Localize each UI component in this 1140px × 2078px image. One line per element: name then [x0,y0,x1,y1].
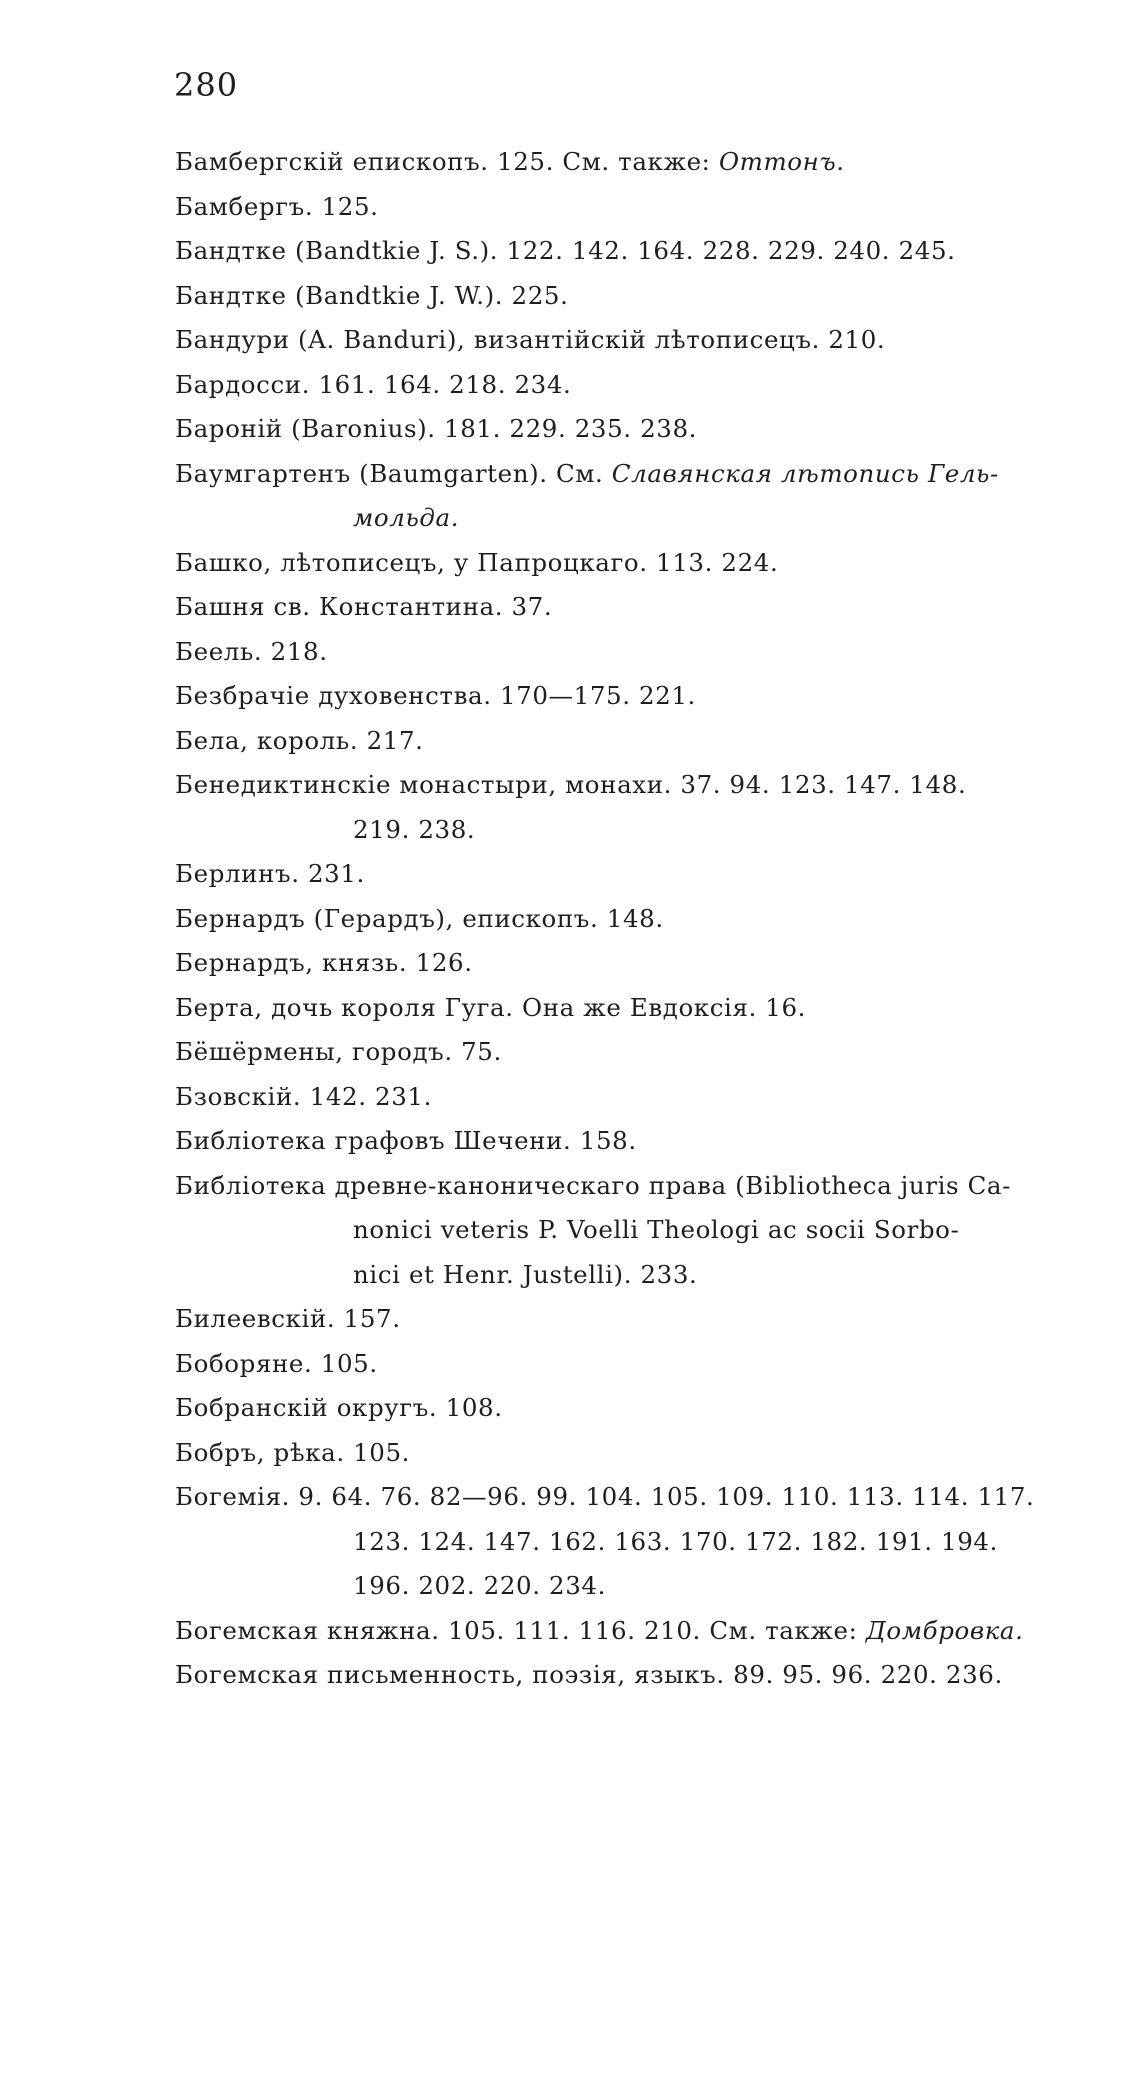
index-entry [175,585,1090,630]
index-entry [175,897,1090,942]
entry-text: Бамбергскій епископъ. 125. См. также: [175,147,719,176]
entry-continuation-line [175,1253,1090,1298]
index-entry [175,229,1090,274]
page-number: 280 [174,66,239,104]
index-entry [175,941,1090,986]
entry-text: Бароній (Baronius). 181. 229. 235. 238. [175,414,698,443]
continuation-text: nonici veteris P. Voelli Theologi ac socii Sorbo- [353,1215,960,1244]
entry-text: Библіотека древне-каноническаго права (Bibliotheca juris Ca- [175,1170,1011,1200]
index-list [175,140,1090,1698]
index-entry [175,185,1090,230]
index-entry [175,1342,1090,1387]
entry-text: Башня св. Константина. 37. [175,592,553,621]
entry-text: Баумгартенъ (Baumgarten). См. [175,458,612,488]
continuation-text: 196. 202. 220. 234. [353,1571,606,1600]
entry-text: Богемія. 9. 64. 76. 82—96. 99. 104. 105. 109. 110. 113. 114. 117. [175,1482,1035,1511]
entry-text: Боборяне. 105. [175,1348,378,1378]
entry-text: Берта, дочь короля Гуга. Она же Евдоксія. 16. [175,992,807,1022]
index-entry [175,140,1090,185]
entry-text: Бандтке (Bandtkie J. W.). 225. [175,280,569,310]
entry-cross-reference: Домбровка. [865,1615,1024,1645]
entry-continuation-line [175,496,1090,541]
entry-text: Богемская княжна. 105. 111. 116. 210. См. также: [175,1615,866,1645]
index-entry [175,630,1090,675]
entry-text: Беель. 218. [175,636,328,666]
continuation-cross-reference: мольда. [353,503,460,532]
index-entry [175,1386,1090,1431]
index-entry [175,1075,1090,1120]
index-entry [175,1119,1090,1164]
index-entry [175,1653,1090,1698]
continuation-text: 219. 238. [353,814,476,844]
entry-continuation-line [175,1520,1090,1565]
index-entry [175,1431,1090,1476]
index-entry [175,1475,1090,1609]
entry-text: Богемская письменность, поэзія, языкъ. 89. 95. 96. 220. 236. [175,1660,1003,1689]
continuation-text: nici et Henr. Justelli). 233. [353,1259,698,1289]
entry-text: Безбрачіе духовенства. 170—175. 221. [175,681,696,710]
index-entry [175,674,1090,719]
entry-text: Бардосси. 161. 164. 218. 234. [175,369,572,399]
index-entry [175,1609,1090,1654]
index-entry [175,407,1090,452]
entry-text: Башко, лѣтописецъ, у Папроцкаго. 113. 224. [175,547,779,577]
entry-continuation-line [175,808,1090,853]
index-entry [175,452,1090,541]
entry-text: Бамбергъ. 125. [175,191,379,221]
entry-text: Бернардъ (Герардъ), епископъ. 148. [175,903,664,933]
index-entry [175,1030,1090,1075]
index-entry [175,986,1090,1031]
entry-continuation-line [175,1208,1090,1253]
entry-text: Бела, король. 217. [175,725,424,755]
entry-cross-reference: Славянская лѣтопись Гель- [611,458,999,488]
entry-text: Бенедиктинскіе монастыри, монахи. 37. 94. 123. 147. 148. [175,770,967,799]
index-entry [175,1297,1090,1342]
entry-text: Бобръ, рѣка. 105. [175,1437,411,1467]
entry-text: Бернардъ, князь. 126. [175,948,473,977]
index-entry [175,363,1090,408]
entry-text: Бзовскій. 142. 231. [175,1081,432,1111]
index-entry [175,541,1090,586]
entry-text: Бандтке (Bandtkie J. S.). 122. 142. 164. 228. 229. 240. 245. [175,236,956,265]
entry-text: Бёшёрмены, городъ. 75. [175,1037,502,1066]
entry-cross-reference: Оттонъ. [718,147,845,176]
entry-text: Бобранскій округъ. 108. [175,1393,503,1422]
entry-text: Библіотека графовъ Шечени. 158. [175,1126,637,1155]
entry-text: Билеевскій. 157. [175,1304,401,1333]
index-entry [175,763,1090,852]
index-entry [175,318,1090,363]
index-entry [175,274,1090,319]
index-entry [175,852,1090,897]
entry-text: Бандури (A. Banduri), византійскій лѣтописецъ. 210. [175,325,886,354]
entry-text: Берлинъ. 231. [175,859,365,888]
continuation-text: 123. 124. 147. 162. 163. 170. 172. 182. 191. 194. [353,1526,998,1556]
index-entry [175,719,1090,764]
index-entry [175,1164,1090,1298]
entry-continuation-line [175,1564,1090,1609]
